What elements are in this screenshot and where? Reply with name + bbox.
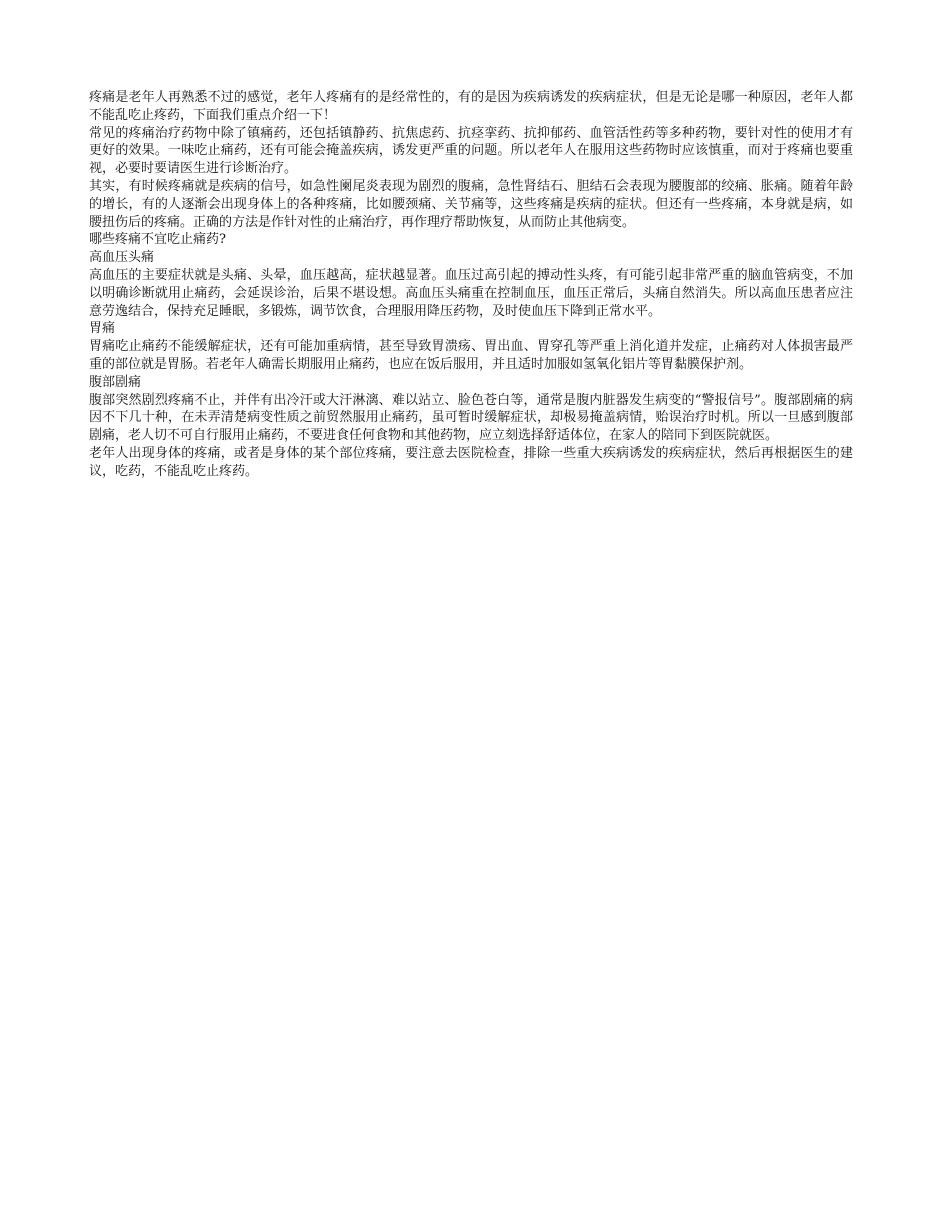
hypertension-heading: 高血压头痛 — [89, 250, 155, 266]
pain-signal-paragraph: 其实，有时候疼痛就是疾病的信号，如急性阑尾炎表现为剧烈的腹痛，急性肾结石、胆结石会表现为腰腹部的绞痛、胀痛。随着年龄的增长，有的人逐渐会出现身体上的各种疼痛，比如腰颈痛、关节痛等，这些疼痛是疾病的症状。但还有一些疼痛，本身就是病，如腰扭伤后的疼痛。正确的方法是作针对性的止痛治疗，再作理疗帮助恢复，从而防止其他病变。 — [89, 178, 853, 230]
hypertension-paragraph: 高血压的主要症状就是头痛、头晕，血压越高，症状越显著。血压过高引起的搏动性头疼，有可能引起非常严重的脑血管病变，不加以明确诊断就用止痛药，会延误诊治，后果不堪设想。高血压头痛重在控制血压，血压正常后，头痛自然消失。所以高血压患者应注意劳逸结合，保持充足睡眠，多锻炼，调节饮食，合理服用降压药物，及时使血压下降到正常水平。 — [89, 267, 853, 319]
section-question-heading: 哪些疼痛不宜吃止痛药? — [89, 232, 226, 248]
abdominal-pain-heading: 腹部剧痛 — [89, 374, 142, 390]
abdominal-pain-paragraph: 腹部突然剧烈疼痛不止，并伴有出冷汗或大汗淋漓、难以站立、脸色苍白等，通常是腹内脏器发生病变的“警报信号”。腹部剧痛的病因不下几十种，在未弄清楚病变性质之前贸然服用止痛药，虽可暂时缓解症状，却极易掩盖病情，贻误治疗时机。所以一旦感到腹部剧痛，老人切不可自行服用止痛药，不要进食任何食物和其他药物，应立刻选择舒适体位，在家人的陪同下到医院就医。 — [89, 392, 853, 444]
medication-paragraph: 常见的疼痛治疗药物中除了镇痛药，还包括镇静药、抗焦虑药、抗痉挛药、抗抑郁药、血管活性药等多种药物，要针对性的使用才有更好的效果。一味吃止痛药，还有可能会掩盖疾病，诱发更严重的问题。所以老年人在服用这些药物时应该慎重，而对于疼痛也要重视，必要时要请医生进行诊断治疗。 — [89, 125, 853, 177]
conclusion-paragraph: 老年人出现身体的疼痛，或者是身体的某个部位疼痛，要注意去医院检查，排除一些重大疾病诱发的疾病症状，然后再根据医生的建议，吃药，不能乱吃止疼药。 — [89, 445, 853, 479]
stomach-pain-heading: 胃痛 — [89, 321, 116, 337]
document-body — [89, 89, 853, 481]
intro-paragraph: 疼痛是老年人再熟悉不过的感觉，老年人疼痛有的是经常性的，有的是因为疾病诱发的疾病症状，但是无论是哪一种原因，老年人都不能乱吃止疼药，下面我们重点介绍一下！ — [89, 90, 853, 123]
stomach-pain-paragraph: 胃痛吃止痛药不能缓解症状，还有可能加重病情，甚至导致胃溃疡、胃出血、胃穿孔等严重上消化道并发症，止痛药对人体损害最严重的部位就是胃肠。若老年人确需长期服用止痛药，也应在饭后服用，并且适时加服如氢氧化铝片等胃黏膜保护剂。 — [89, 339, 853, 372]
